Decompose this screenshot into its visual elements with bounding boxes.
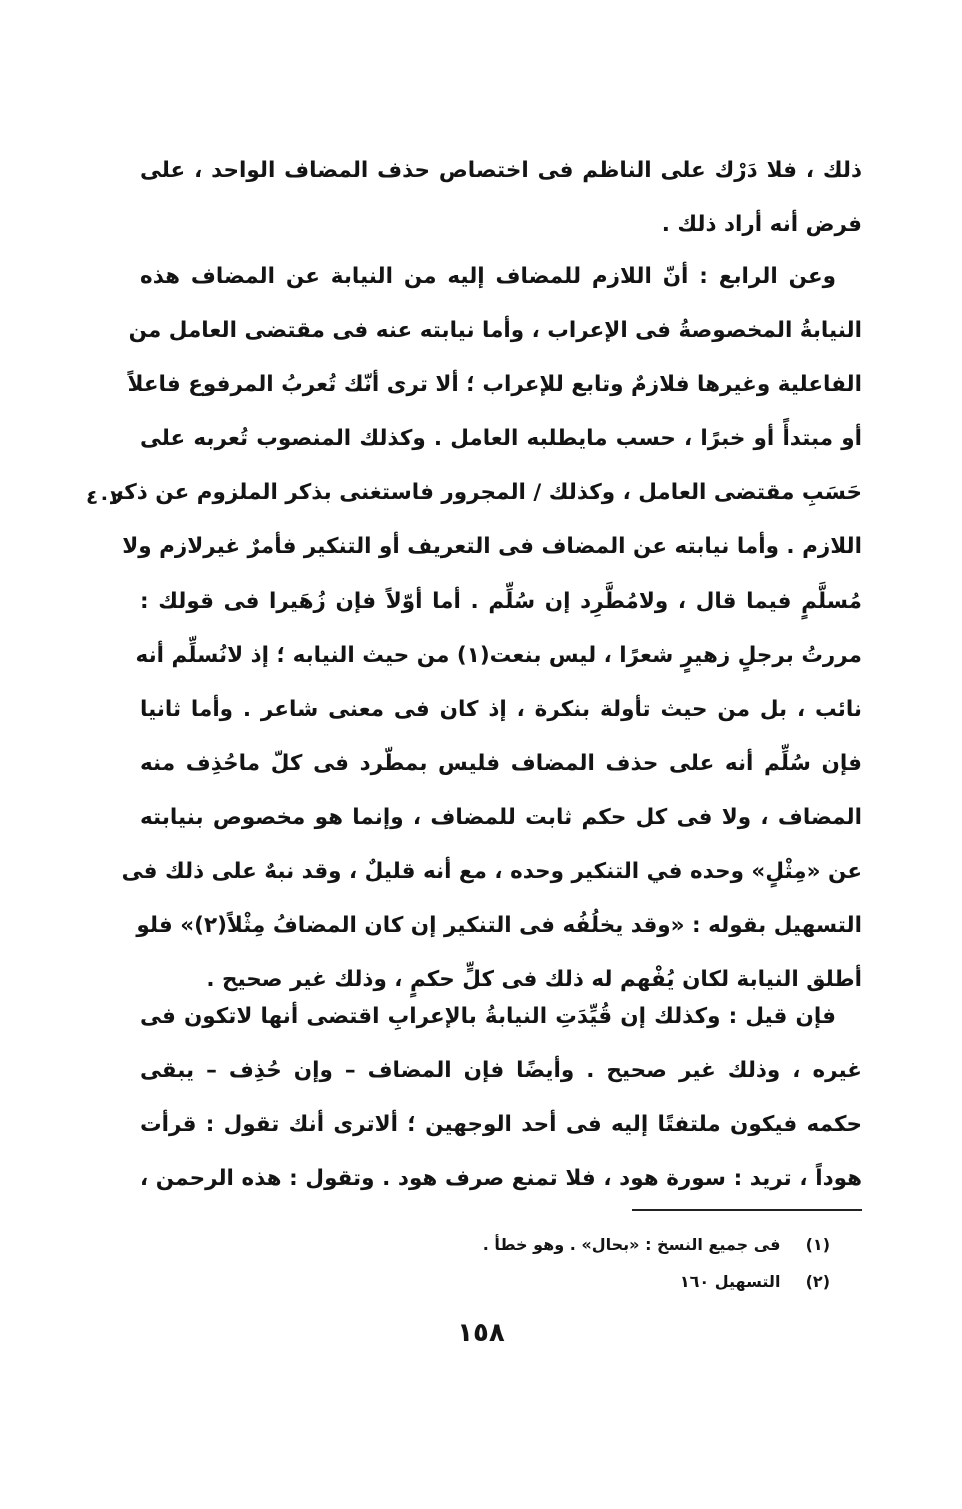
text-line: ذلك ، فلا دَرْك على الناظم فى اختصاص حذف المضاف الواحد ، على bbox=[140, 158, 862, 183]
text-line: فإن قيل : وكذلك إن قُيِّدَتِ النيابةُ بالإعرابِ اقتضى أنها لاتكون فى bbox=[140, 1004, 836, 1029]
text-line: عن «مِثْلٍ» وحده في التنكير وحده ، مع أنه قليلٌ ، وقد نبهٌ على ذلك فى bbox=[121, 859, 862, 885]
footnote-item bbox=[400, 1226, 830, 1263]
page-number: ١٥٨ bbox=[457, 1318, 505, 1348]
text-line: حكمه فيكون ملتفتًا إليه فى أحد الوجهين ؛ ألاترى أنك تقول : قرأت bbox=[140, 1112, 862, 1138]
paragraph-1 bbox=[140, 144, 862, 252]
paragraph-3 bbox=[140, 990, 862, 1206]
text-line: الفاعلية وغيرها فلازمٌ وتابع للإعراب ؛ ألا ترى أنّك تُعربُ المرفوع فاعلاً bbox=[127, 372, 862, 398]
text-line: فرض أنه أراد ذلك . bbox=[661, 212, 862, 238]
text-line: مُسلَّمٍ فيما قال ، ولامُطَّرِد إن سُلِّم . أما أوّلاً فإن زُهَيرا فى قولك : bbox=[140, 588, 862, 614]
text-line: فإن سُلِّم أنه على حذف المضاف فليس بمطّرد فى كلّ ماحُذِف منه bbox=[140, 750, 862, 776]
footnote-item bbox=[400, 1263, 830, 1300]
text-line: المضاف ، ولا فى كل حكم ثابت للمضاف ، وإنما هو مخصوص بنيابته bbox=[140, 804, 862, 830]
text-line: التسهيل بقوله : «وقد يخلُفُه فى التنكير إن كان المضافُ مِثْلاً(٢)» فلو bbox=[136, 913, 862, 939]
footnote-divider bbox=[632, 1209, 862, 1211]
text-line: مررتُ برجلٍ زهيرٍ شعرًا ، ليس بنعت(١) من حيث النيابه ؛ إذ لانُسلِّم أنه bbox=[135, 642, 862, 668]
text-line: النيابةُ المخصوصةُ فى الإعراب ، وأما نيابته عنه فى مقتضى العامل من bbox=[128, 318, 862, 344]
footnotes bbox=[400, 1226, 830, 1300]
footnote-text: فى جميع النسخ : «بحال» . وهو خطأ . bbox=[482, 1235, 781, 1254]
text-line: أطلق النيابة لكان يُفْهم له ذلك فى كلٍّ حكمٍ ، وذلك غير صحيح . bbox=[206, 967, 862, 993]
margin-page-reference: ٤٠٢ bbox=[86, 485, 123, 509]
footnote-number: (٢) bbox=[805, 1272, 830, 1291]
text-line: أو مبتدأً أو خبرًا ، حسب مايطلبه العامل . وكذلك المنصوب تُعربه على bbox=[140, 426, 862, 452]
paragraph-2 bbox=[110, 250, 862, 1007]
text-line: هوداً ، تريد : سورة هود ، فلا تمنع صرف هود . وتقول : هذه الرحمن ، bbox=[140, 1166, 862, 1192]
text-line: غيره ، وذلك غير صحيح . وأيضًا فإن المضاف – وإن حُذِف – يبقى bbox=[140, 1058, 862, 1084]
text-line: نائب ، بل من حيث تأولة بنكرة ، إذ كان فى معنى شاعر . وأما ثانيا bbox=[140, 696, 862, 722]
text-line: وعن الرابع : أنّ اللازم للمضاف إليه من النيابة عن المضاف هذه bbox=[140, 264, 836, 289]
footnote-text: التسهيل ١٦٠ bbox=[679, 1272, 781, 1291]
footnote-number: (١) bbox=[805, 1235, 830, 1254]
text-line: حَسَبِ مقتضى العامل ، وكذلك / المجرور فاستغنى بذكر الملزوم عن ذكر bbox=[110, 480, 862, 506]
text-line: اللازم . وأما نيابته عن المضاف فى التعريف أو التنكير فأمرٌ غيرلازم ولا bbox=[122, 534, 862, 560]
